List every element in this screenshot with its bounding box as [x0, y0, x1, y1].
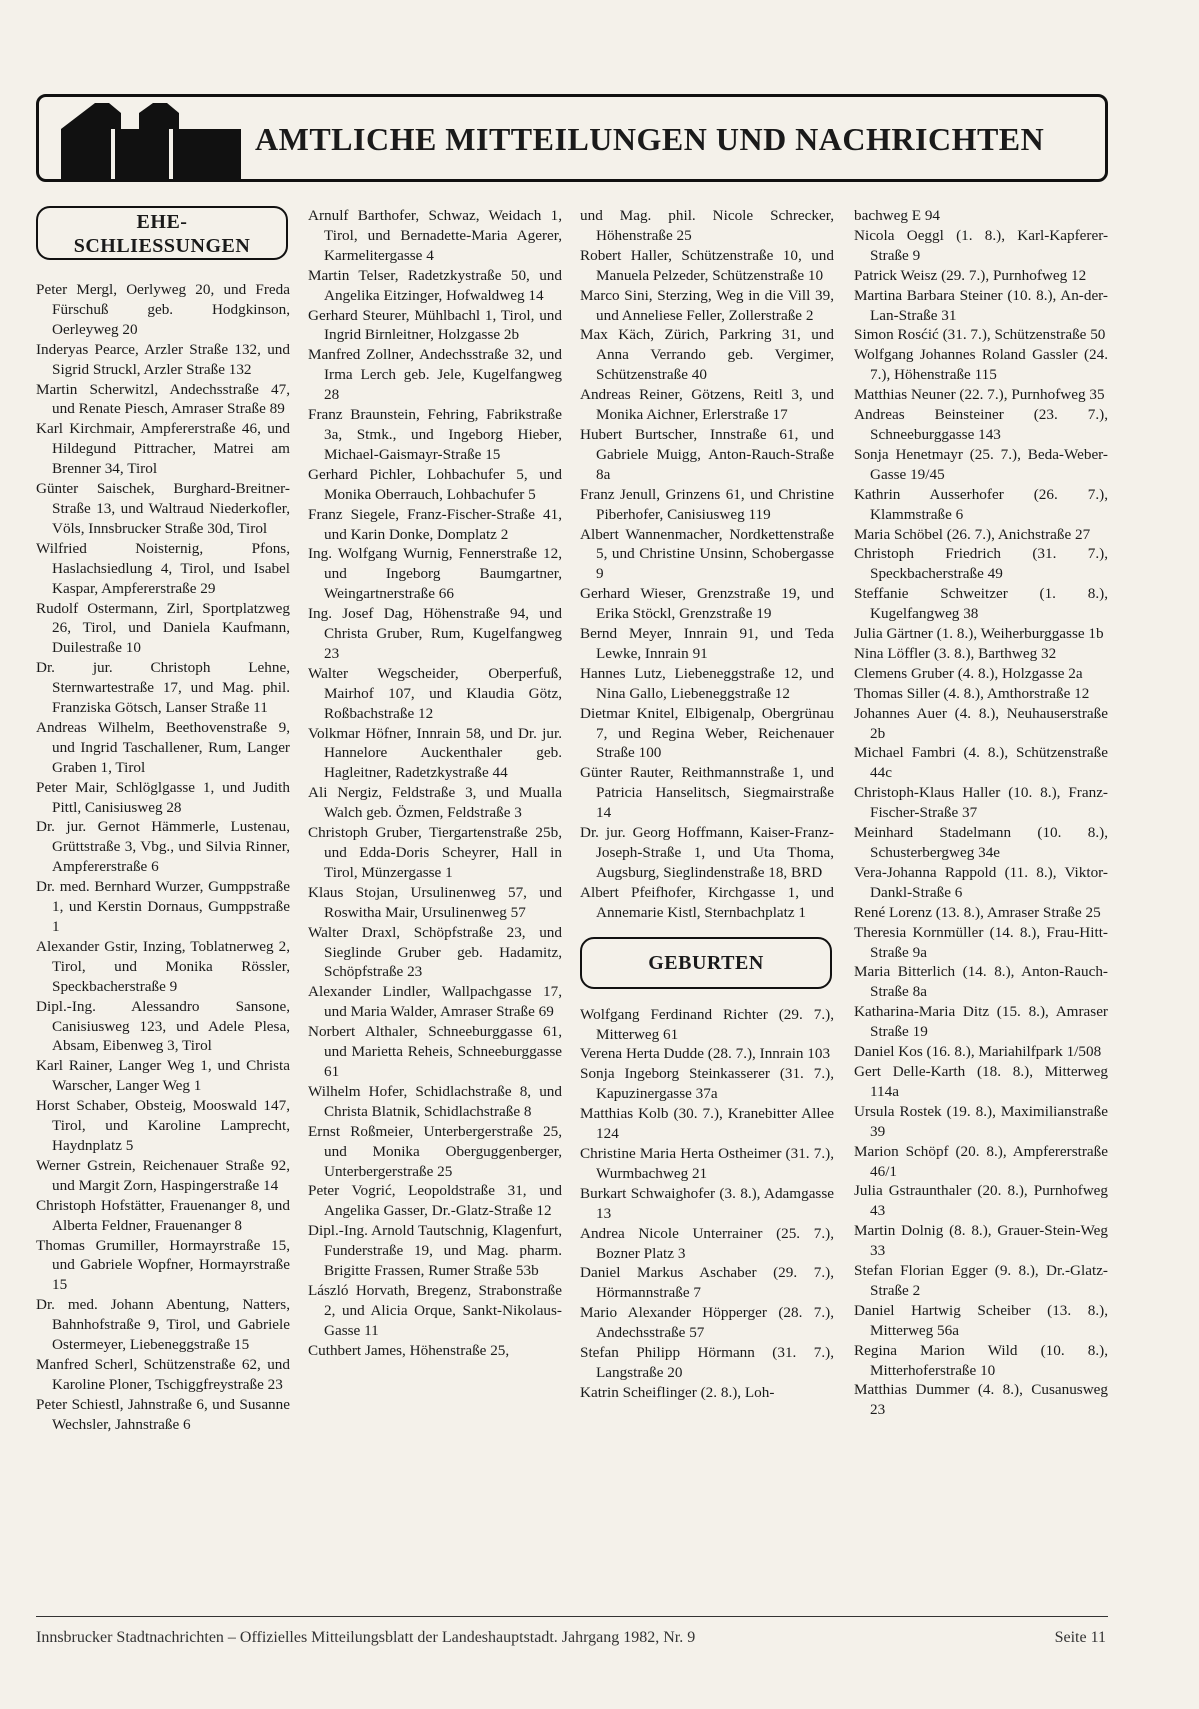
heading-line: SCHLIESSUNGEN	[73, 235, 251, 257]
list-item: und Mag. phil. Nicole Schrecker, Höhenstraße 25	[580, 207, 834, 244]
birth-list	[854, 206, 1108, 1420]
list-item: René Lorenz (13. 8.), Amraser Straße 25	[854, 903, 1101, 921]
list-item: Martin Dolnig (8. 8.), Grauer-Stein-Weg 33	[854, 1222, 1108, 1260]
list-item: Matthias Dummer (4. 8.), Cusanusweg 23	[854, 1381, 1108, 1419]
list-item: Andrea Nicole Unterrainer (25. 7.), Bozner Platz 3	[580, 1224, 834, 1262]
list-item: Stefan Philipp Hörmann (31. 7.), Langstraße 20	[580, 1344, 834, 1381]
marriage-list	[36, 280, 290, 1435]
section-heading-geburten: GEBURTEN	[580, 937, 832, 989]
list-item: Christoph-Klaus Haller (10. 8.), Franz-Fischer-Straße 37	[854, 784, 1108, 822]
list-item: Martin Scherwitzl, Andechsstraße 47, und Renate Piesch, Amraser Straße 89	[36, 380, 290, 418]
list-item: Ursula Rostek (19. 8.), Maximilianstraße 39	[854, 1102, 1108, 1140]
list-item: Norbert Althaler, Schneeburggasse 61, und Marietta Reheis, Schneeburggasse 61	[308, 1023, 562, 1080]
list-item: Dr. med. Johann Abentung, Natters, Bahnhofstraße 9, Tirol, und Gabriele Ostermeyer, Liebeneggstraße 15	[36, 1296, 290, 1354]
list-item: Rudolf Ostermann, Zirl, Sportplatzweg 26, Tirol, und Daniela Kaufmann, Duilestraße 10	[36, 599, 290, 657]
list-item: Hubert Burtscher, Innstraße 61, und Gabriele Muigg, Anton-Rauch-Straße 8a	[580, 425, 834, 483]
list-item: Martina Barbara Steiner (10. 8.), An-der-Lan-Straße 31	[854, 286, 1108, 324]
list-item: Franz Siegele, Franz-Fischer-Straße 41, und Karin Donke, Domplatz 2	[308, 505, 562, 543]
list-item: Michael Fambri (4. 8.), Schützenstraße 44c	[854, 744, 1108, 782]
list-item: Thomas Grumiller, Hormayrstraße 15, und Gabriele Wopfner, Hormayrstraße 15	[36, 1236, 290, 1294]
list-item: Patrick Weisz (29. 7.), Purnhofweg 12	[854, 266, 1087, 284]
list-item: Manfred Zollner, Andechsstraße 32, und Irma Lerch geb. Jele, Kugelfangweg 28	[308, 346, 562, 404]
list-item: Günter Saischek, Burghard-Breitner-Straße 13, und Waltraud Niederkofler, Völs, Innsbrucker Straße 30d, Tirol	[36, 480, 290, 537]
list-item: Peter Mair, Schlöglgasse 1, und Judith Pittl, Canisiusweg 28	[36, 778, 290, 816]
list-item: Clemens Gruber (4. 8.), Holzgasse 2a	[854, 664, 1083, 682]
list-item: Peter Vogrić, Leopoldstraße 31, und Angelika Gasser, Dr.-Glatz-Straße 12	[308, 1182, 562, 1220]
city-logo-icon	[61, 99, 241, 179]
list-item: Katrin Scheiflinger (2. 8.), Loh-	[580, 1383, 775, 1401]
marriage-list	[580, 206, 834, 923]
list-item: Daniel Kos (16. 8.), Mariahilfpark 1/508	[854, 1043, 1102, 1061]
list-item: Wolfgang Johannes Roland Gassler (24. 7.), Höhenstraße 115	[854, 346, 1108, 384]
list-item: Andreas Beinsteiner (23. 7.), Schneeburggasse 143	[854, 406, 1108, 443]
list-item: Christoph Gruber, Tiergartenstraße 25b, und Edda-Doris Scheyrer, Hall in Tirol, Münzergasse 1	[308, 824, 562, 881]
list-item: Julia Gstraunthaler (20. 8.), Purnhofweg 43	[854, 1182, 1108, 1220]
list-item: Burkart Schwaighofer (3. 8.), Adamgasse 13	[580, 1184, 834, 1222]
list-item: Gerhard Steurer, Mühlbachl 1, Tirol, und Ingrid Birnleitner, Holzgasse 2b	[308, 306, 562, 344]
list-item: Dr. jur. Christoph Lehne, Sternwartestraße 17, und Mag. phil. Franziska Götsch, Lanser Straße 11	[36, 659, 290, 717]
list-item: Albert Pfeifhofer, Kirchgasse 1, und Annemarie Kistl, Sternbachplatz 1	[580, 883, 834, 921]
list-item: Dr. jur. Gernot Hämmerle, Lustenau, Grüttstraße 3, Vbg., und Silvia Rinner, Ampfererstraße 6	[36, 818, 290, 876]
list-item: Max Käch, Zürich, Parkring 31, und Anna Verrando geb. Vergimer, Schützenstraße 40	[580, 326, 834, 384]
list-item: Christine Maria Herta Ostheimer (31. 7.), Wurmbachweg 21	[580, 1144, 834, 1182]
list-item: Arnulf Barthofer, Schwaz, Weidach 1, Tirol, und Bernadette-Maria Agerer, Karmelitergasse 4	[308, 207, 562, 264]
footer-divider	[36, 1616, 1108, 1617]
list-item: Wilfried Noisternig, Pfons, Haslachsiedlung 4, Tirol, und Isabel Kaspar, Ampfererstraße 29	[36, 539, 290, 597]
list-item: Werner Gstrein, Reichenauer Straße 92, und Margit Zorn, Haspingerstraße 14	[36, 1156, 290, 1194]
columns	[36, 206, 1116, 1606]
list-item: Peter Mergl, Oerlyweg 20, und Freda Fürschuß geb. Hodgkinson, Oerleyweg 20	[36, 281, 290, 338]
list-item: Maria Bitterlich (14. 8.), Anton-Rauch-Straße 8a	[854, 963, 1108, 1001]
list-item: Walter Wegscheider, Oberperfuß, Mairhof 107, und Klaudia Götz, Roßbachstraße 12	[308, 664, 562, 722]
list-item: Franz Braunstein, Fehring, Fabrikstraße 3a, Stmk., und Ingeborg Hieber, Michael-Gaismayr-Straße 15	[308, 406, 562, 463]
masthead	[36, 94, 1108, 182]
list-item: Daniel Hartwig Scheiber (13. 8.), Mitterweg 56a	[854, 1301, 1108, 1339]
list-item: Wolfgang Ferdinand Richter (29. 7.), Mitterweg 61	[580, 1005, 834, 1043]
list-item: Dipl.-Ing. Arnold Tautschnig, Klagenfurt, Funderstraße 19, und Mag. pharm. Brigitte Frassen, Rumer Straße 53b	[308, 1222, 562, 1280]
column-3	[580, 206, 834, 1403]
list-item: Christoph Hofstätter, Frauenanger 8, und Alberta Feldner, Frauenanger 8	[36, 1196, 290, 1234]
marriage-list	[308, 206, 562, 1361]
list-item: Ali Nergiz, Feldstraße 3, und Mualla Walch geb. Özmen, Feldstraße 3	[308, 784, 562, 822]
list-item: Mario Alexander Höpperger (28. 7.), Andechsstraße 57	[580, 1304, 834, 1342]
list-item: Sonja Ingeborg Steinkasserer (31. 7.), Kapuzinergasse 37a	[580, 1065, 834, 1103]
list-item: Inderyas Pearce, Arzler Straße 132, und Sigrid Struckl, Arzler Straße 132	[36, 340, 290, 378]
list-item: László Horvath, Bregenz, Strabonstraße 2, und Alicia Orque, Sankt-Nikolaus-Gasse 11	[308, 1281, 562, 1339]
list-item: Ing. Wolfgang Wurnig, Fennerstraße 12, und Ingeborg Baumgartner, Weingartnerstraße 66	[308, 545, 562, 603]
list-item: Simon Rosćić (31. 7.), Schützenstraße 50	[854, 326, 1106, 344]
list-item: Günter Rauter, Reithmannstraße 1, und Patricia Hanselitsch, Siegmairstraße 14	[580, 764, 834, 822]
list-item: Christoph Friedrich (31. 7.), Speckbacherstraße 49	[854, 545, 1108, 583]
list-item: Nicola Oeggl (1. 8.), Karl-Kapferer-Straße 9	[854, 226, 1108, 264]
list-item: Albert Wannenmacher, Nordkettenstraße 5, und Christine Unsinn, Schobergasse 9	[580, 525, 834, 583]
list-item: Andreas Wilhelm, Beethovenstraße 9, und Ingrid Taschallener, Rum, Langer Graben 1, Tirol	[36, 718, 290, 776]
list-item: Andreas Reiner, Götzens, Reitl 3, und Monika Aichner, Erlerstraße 17	[580, 386, 834, 424]
list-item: Johannes Auer (4. 8.), Neuhauserstraße 2b	[854, 704, 1108, 742]
list-item: Bernd Meyer, Innrain 91, und Teda Lewke, Innrain 91	[580, 625, 834, 662]
list-item: Manfred Scherl, Schützenstraße 62, und Karoline Ploner, Tschiggfreystraße 23	[36, 1355, 290, 1393]
list-item: Karl Rainer, Langer Weg 1, und Christa Warscher, Langer Weg 1	[36, 1057, 290, 1095]
list-item: Nina Löffler (3. 8.), Barthweg 32	[854, 644, 1057, 662]
heading-line: EHE-	[136, 211, 188, 233]
section-heading-eheschliessungen	[36, 206, 288, 260]
list-item: Daniel Markus Aschaber (29. 7.), Hörmannstraße 7	[580, 1264, 834, 1302]
column-1	[36, 206, 290, 1435]
list-item: Kathrin Ausserhofer (26. 7.), Klammstraße 6	[854, 485, 1108, 523]
list-item: Hannes Lutz, Liebeneggstraße 12, und Nina Gallo, Liebeneggstraße 12	[580, 664, 834, 702]
list-item: bachweg E 94	[854, 207, 941, 224]
list-item: Karl Kirchmair, Ampfererstraße 46, und Hildegund Pittracher, Matrei am Brenner 34, Tirol	[36, 420, 290, 478]
list-item: Marco Sini, Sterzing, Weg in die Vill 39, und Anneliese Feller, Zollerstraße 2	[580, 286, 834, 324]
list-item: Steffanie Schweitzer (1. 8.), Kugelfangweg 38	[854, 585, 1108, 623]
list-item: Gert Delle-Karth (18. 8.), Mitterweg 114a	[854, 1062, 1108, 1100]
list-item: Franz Jenull, Grinzens 61, und Christine Piberhofer, Canisiusweg 119	[580, 485, 834, 523]
page-number: Seite 11	[1054, 1629, 1106, 1646]
list-item: Stefan Florian Egger (9. 8.), Dr.-Glatz-Straße 2	[854, 1262, 1108, 1299]
list-item: Gerhard Pichler, Lohbachufer 5, und Monika Oberrauch, Lohbachufer 5	[308, 465, 562, 503]
birth-list	[580, 1005, 834, 1403]
list-item: Katharina-Maria Ditz (15. 8.), Amraser Straße 19	[854, 1003, 1108, 1041]
list-item: Sonja Henetmayr (25. 7.), Beda-Weber-Gasse 19/45	[854, 445, 1108, 483]
list-item: Matthias Kolb (30. 7.), Kranebitter Allee 124	[580, 1105, 834, 1143]
list-item: Klaus Stojan, Ursulinenweg 57, und Roswitha Mair, Ursulinenweg 57	[308, 883, 562, 921]
list-item: Vera-Johanna Rappold (11. 8.), Viktor-Dankl-Straße 6	[854, 863, 1108, 901]
list-item: Cuthbert James, Höhenstraße 25,	[308, 1341, 510, 1359]
list-item: Alexander Gstir, Inzing, Toblatnerweg 2, Tirol, und Monika Rössler, Speckbacherstraße 9	[36, 937, 290, 995]
list-item: Julia Gärtner (1. 8.), Weiherburggasse 1b	[854, 625, 1104, 643]
list-item: Thomas Siller (4. 8.), Amthorstraße 12	[854, 684, 1090, 702]
column-4	[854, 206, 1108, 1420]
list-item: Dietmar Knitel, Elbigenalp, Obergrünau 7, und Regina Weber, Reichenauer Straße 100	[580, 704, 834, 762]
footer-publication: Innsbrucker Stadtnachrichten – Offizielles Mitteilungsblatt der Landeshauptstadt. Jahrgang 1982, Nr. 9	[36, 1629, 696, 1646]
list-item: Horst Schaber, Obsteig, Mooswald 147, Tirol, und Karoline Lamprecht, Haydnplatz 5	[36, 1097, 290, 1154]
list-item: Dr. med. Bernhard Wurzer, Gumppstraße 1, und Kerstin Dornaus, Gumppstraße 1	[36, 878, 290, 935]
list-item: Volkmar Höfner, Innrain 58, und Dr. jur. Hannelore Auckenthaler geb. Hagleitner, Radetzkystraße 44	[308, 724, 562, 782]
list-item: Dipl.-Ing. Alessandro Sansone, Canisiusweg 123, und Adele Plesa, Absam, Eibenweg 3, Tirol	[36, 997, 290, 1055]
list-item: Gerhard Wieser, Grenzstraße 19, und Erika Stöckl, Grenzstraße 19	[580, 585, 834, 623]
list-item: Ing. Josef Dag, Höhenstraße 94, und Christa Gruber, Rum, Kugelfangweg 23	[308, 605, 562, 662]
page-title: AMTLICHE MITTEILUNGEN UND NACHRICHTEN	[255, 121, 1045, 157]
list-item: Peter Schiestl, Jahnstraße 6, und Susanne Wechsler, Jahnstraße 6	[36, 1395, 290, 1433]
list-item: Robert Haller, Schützenstraße 10, und Manuela Pelzeder, Schützenstraße 10	[580, 246, 834, 284]
list-item: Ernst Roßmeier, Unterbergerstraße 25, und Monika Oberguggenberger, Unterbergerstraße 25	[308, 1122, 562, 1180]
list-item: Martin Telser, Radetzkystraße 50, und Angelika Eitzinger, Hofwaldweg 14	[308, 266, 562, 304]
list-item: Verena Herta Dudde (28. 7.), Innrain 103	[580, 1045, 831, 1063]
list-item: Walter Draxl, Schöpfstraße 23, und Sieglinde Gruber geb. Hadamitz, Schöpfstraße 23	[308, 923, 562, 981]
list-item: Regina Marion Wild (10. 8.), Mitterhoferstraße 10	[854, 1341, 1108, 1379]
list-item: Marion Schöpf (20. 8.), Ampfererstraße 46/1	[854, 1142, 1108, 1180]
list-item: Dr. jur. Georg Hoffmann, Kaiser-Franz-Joseph-Straße 1, und Uta Thoma, Augsburg, Sieglindenstraße 18, BRD	[580, 824, 834, 881]
list-item: Maria Schöbel (26. 7.), Anichstraße 27	[854, 525, 1091, 543]
column-2	[308, 206, 562, 1361]
list-item: Theresia Kornmüller (14. 8.), Frau-Hitt-Straße 9a	[854, 923, 1108, 961]
list-item: Alexander Lindler, Wallpachgasse 17, und Maria Walder, Amraser Straße 69	[308, 983, 562, 1021]
list-item: Wilhelm Hofer, Schidlachstraße 8, und Christa Blatnik, Schidlachstraße 8	[308, 1082, 562, 1120]
list-item: Meinhard Stadelmann (10. 8.), Schusterbergweg 34e	[854, 824, 1108, 861]
list-item: Matthias Neuner (22. 7.), Purnhofweg 35	[854, 386, 1105, 404]
